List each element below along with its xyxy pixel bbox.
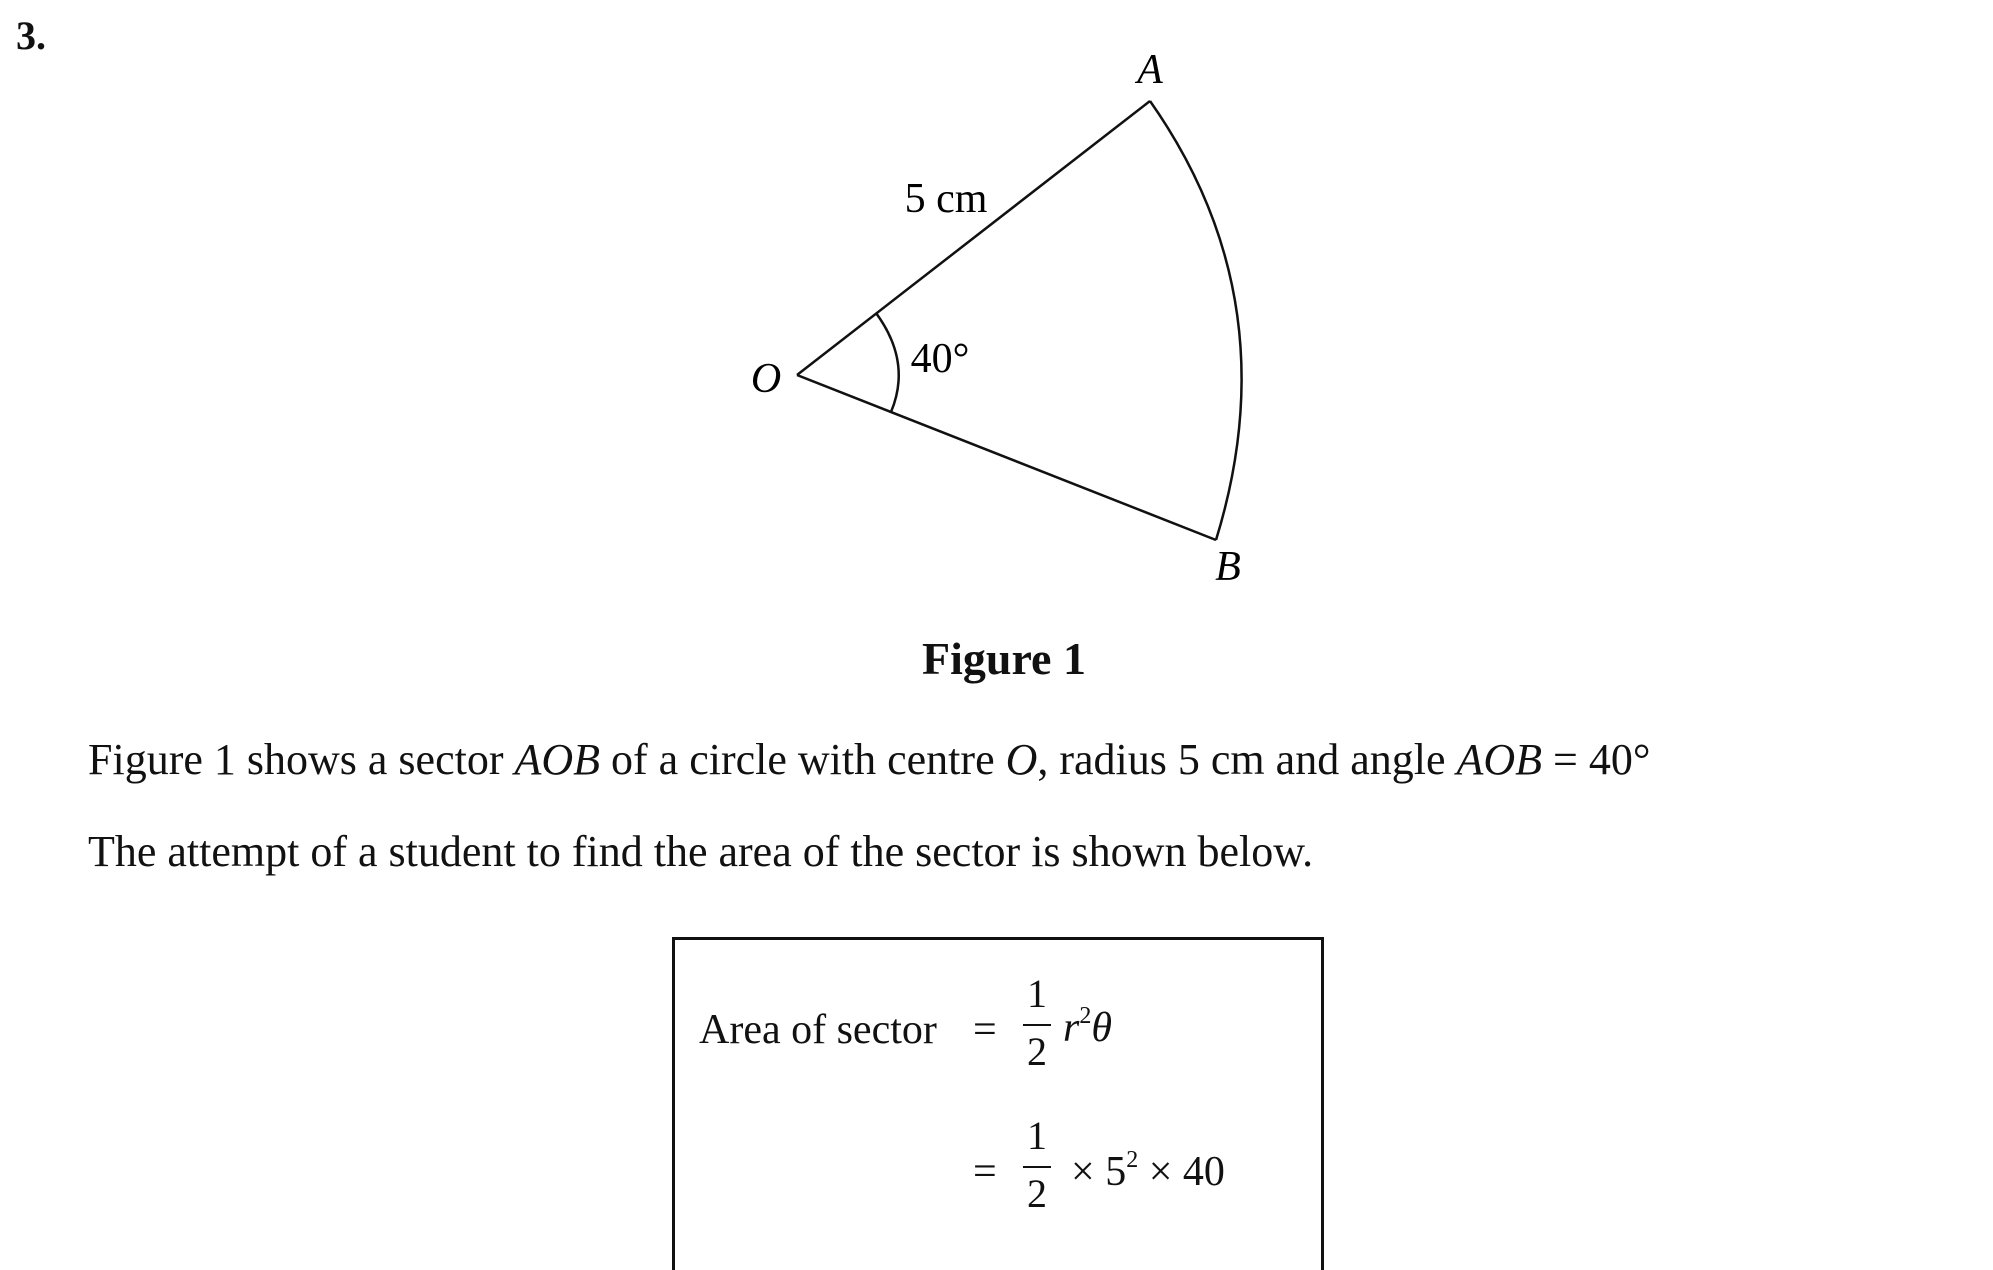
line1-fraction-denominator: 2	[1027, 1029, 1047, 1074]
radius-symbol: r	[1063, 1005, 1080, 1051]
vertex-label-b: B	[1215, 544, 1241, 590]
vertex-label-a: A	[1137, 47, 1163, 93]
line1-fraction-bar	[1023, 1024, 1051, 1026]
line2-fraction-numerator: 1	[1027, 1113, 1047, 1158]
radius-length-label: 5 cm	[904, 176, 988, 222]
radius-value: 5	[1105, 1149, 1127, 1195]
formula-expression	[1063, 1004, 1112, 1052]
line2-square-exponent: 2	[1126, 1147, 1139, 1173]
arc-ab	[1150, 101, 1242, 540]
p1-angle-name: AOB	[1456, 735, 1543, 784]
line1-square-exponent: 2	[1079, 1003, 1092, 1029]
line1-fraction-numerator: 1	[1027, 971, 1047, 1016]
figure-caption: Figure 1	[922, 633, 1086, 684]
angle-label: 40°	[910, 336, 970, 382]
times-sign-1: ×	[1071, 1149, 1095, 1195]
line2-fraction-bar	[1023, 1166, 1051, 1168]
p1-centre-name: O	[1005, 735, 1038, 784]
area-of-sector-label: Area of sector	[699, 1007, 937, 1053]
angle-value: 40	[1182, 1149, 1225, 1195]
question-number: 3.	[16, 13, 46, 58]
p1-text-3: , radius 5 cm and angle	[1037, 735, 1457, 784]
p1-text-4: = 40°	[1542, 735, 1651, 784]
times-sign-2: ×	[1148, 1149, 1173, 1195]
radius-ob	[797, 375, 1216, 540]
theta-symbol: θ	[1091, 1005, 1112, 1051]
vertex-label-o: O	[750, 356, 782, 402]
radius-oa	[797, 101, 1150, 375]
angle-arc	[876, 313, 899, 412]
question-paragraph-1	[88, 734, 1650, 785]
p1-text-2: of a circle with centre	[600, 735, 1006, 784]
substitution-expression	[1071, 1148, 1225, 1196]
line2-fraction-denominator: 2	[1027, 1171, 1047, 1216]
line2-equals: =	[973, 1149, 997, 1195]
sector-figure	[0, 0, 1993, 620]
question-paragraph-2: The attempt of a student to find the area of the sector is shown below.	[88, 827, 1314, 876]
p1-sector-name: AOB	[514, 735, 601, 784]
p1-text-1: Figure 1 shows a sector	[88, 735, 515, 784]
line1-equals: =	[973, 1007, 997, 1053]
student-working-box	[672, 937, 1324, 1270]
